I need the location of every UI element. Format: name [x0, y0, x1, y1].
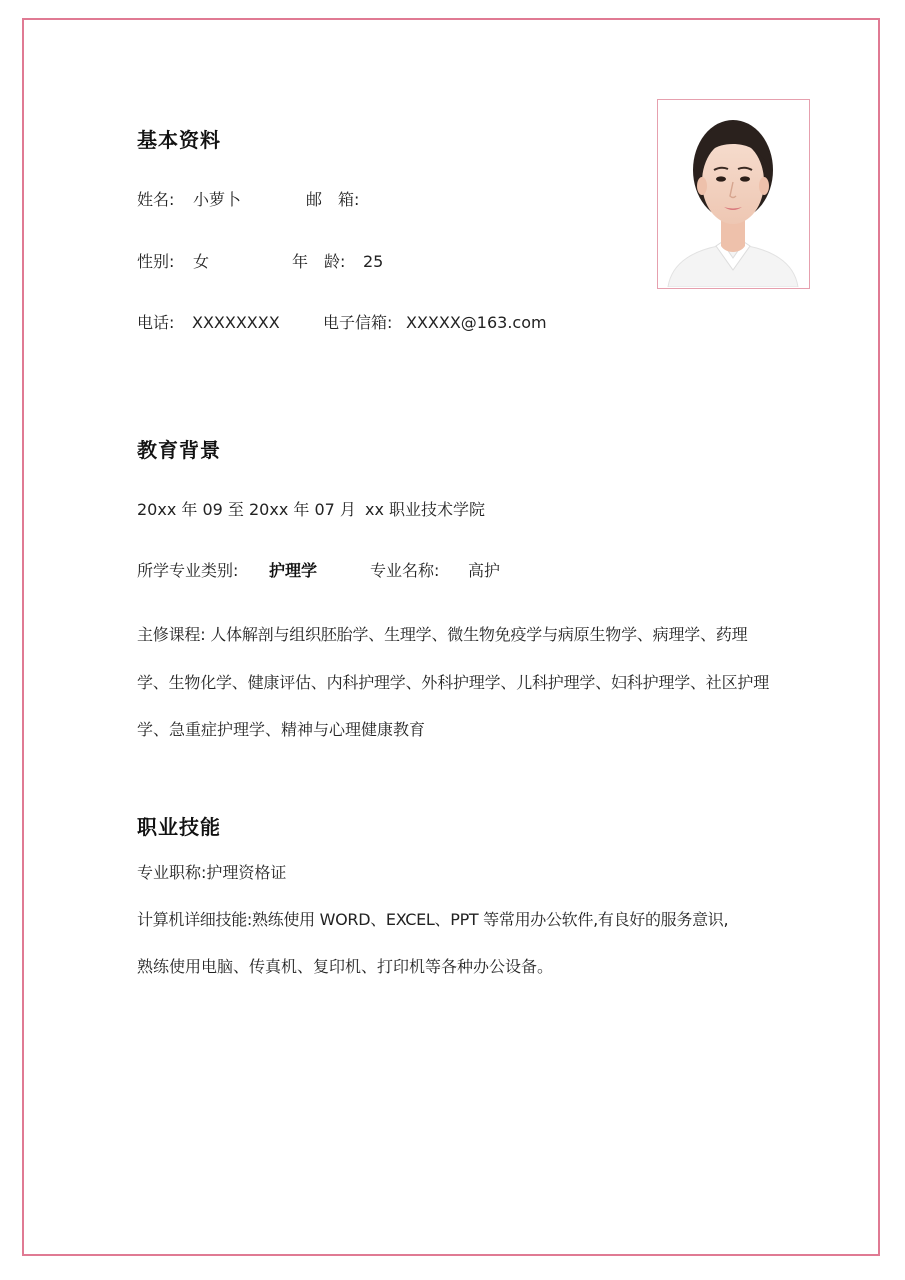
age-label: 年 龄:: [292, 252, 346, 271]
courses-line-2: 学、生物化学、健康评估、内科护理学、外科护理学、儿科护理学、妇科护理学、社区护理: [137, 673, 770, 692]
mailbox-label: 邮 箱:: [306, 190, 360, 209]
name-label: 姓名:: [137, 190, 175, 209]
email-label: 电子信箱:: [323, 313, 393, 332]
computer-skills-line-2: 熟练使用电脑、传真机、复印机、打印机等各种办公设备。: [137, 957, 554, 976]
gender-label: 性别:: [137, 252, 175, 271]
computer-skills-line-1: 计算机详细技能:熟练使用 WORD、EXCEL、PPT 等常用办公软件,有良好的服务意识,: [137, 910, 729, 929]
name-value: 小萝卜: [193, 190, 242, 209]
professional-title: 专业职称:护理资格证: [137, 863, 287, 882]
email-value: XXXXX@163.com: [406, 313, 547, 332]
portrait-photo-icon: [657, 99, 810, 289]
education-period: 20xx 年 09 至 20xx 年 07 月: [137, 500, 356, 519]
skills-title: 职业技能: [137, 815, 221, 839]
major-category-label: 所学专业类别:: [137, 561, 239, 580]
courses-line-1: 主修课程: 人体解剖与组织胚胎学、生理学、微生物免疫学与病原生物学、病理学、药理: [137, 625, 748, 644]
gender-value: 女: [193, 252, 210, 271]
education-title: 教育背景: [137, 438, 221, 462]
phone-value: XXXXXXXX: [192, 313, 280, 332]
basic-info-title: 基本资料: [137, 128, 221, 152]
school-name: xx 职业技术学院: [365, 500, 486, 519]
major-category-value: 护理学: [269, 561, 318, 580]
age-value: 25: [363, 252, 384, 271]
courses-line-3: 学、急重症护理学、精神与心理健康教育: [137, 720, 426, 739]
phone-label: 电话:: [137, 313, 175, 332]
major-name-label: 专业名称:: [370, 561, 440, 580]
major-name-value: 高护: [468, 561, 501, 580]
